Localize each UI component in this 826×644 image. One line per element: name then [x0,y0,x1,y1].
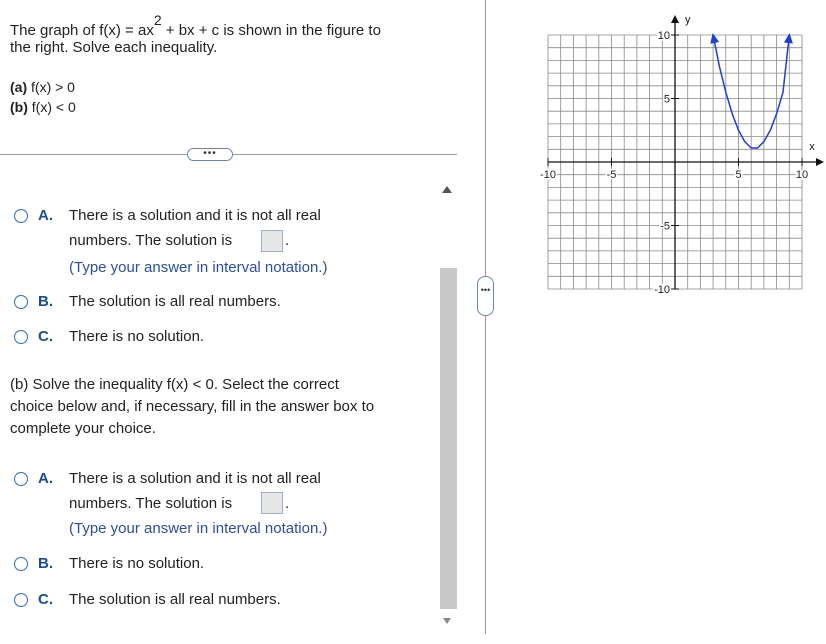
part-a-statement: (a) f(x) > 0 [10,79,75,95]
part-b-statement: (b) f(x) < 0 [10,99,76,115]
exponent: 2 [153,12,162,28]
x-axis-arrow-icon [816,158,824,166]
part-b-option-c-letter: C. [38,591,53,608]
part-a-option-a-radio[interactable] [14,209,28,223]
panel-resize-button[interactable]: ••• [477,276,494,316]
part-b-option-c-radio[interactable] [14,593,28,607]
y-tick-label: -5 [660,220,670,233]
part-b-option-b-letter: B. [38,555,53,572]
y-axis-label: y [685,14,691,26]
part-b-period: . [285,495,290,512]
part-a-option-c-text: There is no solution. [69,328,205,345]
part-a-option-a-text2: numbers. The solution is [69,232,233,249]
show-more-button[interactable]: ••• [187,148,233,161]
function-graph [530,10,826,300]
x-tick-label: 5 [735,169,742,181]
x-axis-label: x [809,141,815,153]
part-b-option-a-letter: A. [38,470,53,487]
curve-arrow-icon [784,33,793,43]
panel-separator [485,0,486,634]
part-b-prompt-line3: complete your choice. [10,420,156,437]
problem-intro-line2: the right. Solve each inequality. [10,39,218,56]
y-tick-label: 5 [663,93,670,106]
part-a-option-c-letter: C. [38,328,53,345]
part-a-option-a-letter: A. [38,207,53,224]
part-b-prompt-line1: (b) Solve the inequality f(x) < 0. Select the correct [10,376,339,393]
y-tick-label: 10 [657,30,670,42]
x-tick-label: -10 [540,169,556,181]
part-a-option-b-letter: B. [38,293,53,310]
part-b-option-b-text: There is no solution. [69,555,205,572]
problem-intro-line1: The graph of $f(x) = ax^2$ + bx + c is shown in the figure to [10,12,381,39]
part-b-option-b-radio[interactable] [14,557,28,571]
part-b-option-c-text: The solution is all real numbers. [69,591,281,608]
part-b-hint: (Type your answer in interval notation.) [69,520,328,537]
part-a-hint: (Type your answer in interval notation.) [69,259,328,276]
scroll-down-arrow-icon[interactable] [443,618,451,624]
part-b-option-a-radio[interactable] [14,472,28,486]
part-a-answer-box[interactable] [261,230,283,252]
part-a-option-b-text: The solution is all real numbers. [69,293,281,310]
y-axis-arrow-icon [671,15,679,23]
part-b-option-a-text: There is a solution and it is not all real [69,470,321,487]
graph-ticks [540,30,808,296]
part-b-answer-box[interactable] [261,492,283,514]
x-tick-label: 10 [795,169,809,181]
part-b-prompt-line2: choice below and, if necessary, fill in the answer box to [10,398,375,415]
scrollbar-thumb[interactable] [440,268,457,609]
scroll-up-arrow-icon[interactable] [442,186,452,193]
part-a-period: . [285,232,290,249]
part-b-option-a-text2: numbers. The solution is [69,495,233,512]
part-a-option-b-radio[interactable] [14,295,28,309]
graph-axes [548,14,824,289]
y-tick-label: -10 [654,284,670,296]
x-tick-label: -5 [606,169,617,181]
part-a-option-c-radio[interactable] [14,330,28,344]
part-a-option-a-text: There is a solution and it is not all real [69,207,321,224]
